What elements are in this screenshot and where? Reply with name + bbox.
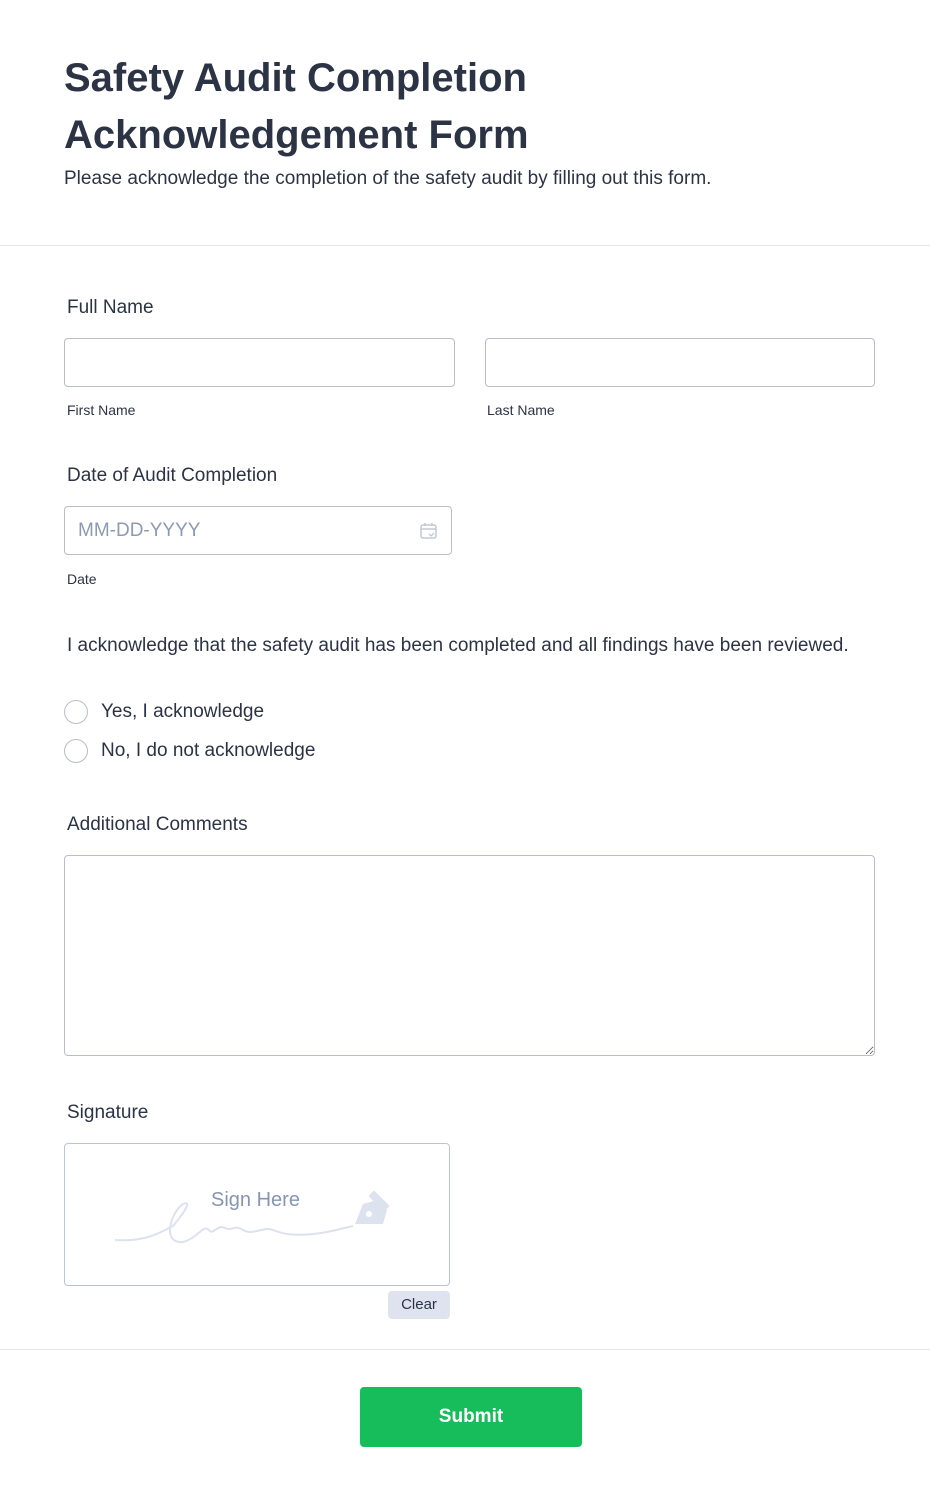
last-name-sublabel: Last Name xyxy=(487,402,555,418)
first-name-input[interactable] xyxy=(64,338,455,387)
submit-button[interactable]: Submit xyxy=(360,1387,582,1447)
signature-pad[interactable] xyxy=(64,1143,450,1286)
signature-label: Signature xyxy=(67,1102,149,1123)
radio-no[interactable] xyxy=(64,739,88,763)
sign-here-placeholder: Sign Here xyxy=(211,1189,300,1211)
page-subtitle: Please acknowledge the completion of the safety audit by filling out this form. xyxy=(64,168,712,189)
comments-label: Additional Comments xyxy=(67,814,248,835)
radio-yes-label[interactable]: Yes, I acknowledge xyxy=(101,701,265,722)
page-title: Safety Audit Completion Acknowledgement Form xyxy=(64,56,529,157)
header-divider xyxy=(0,245,930,246)
comments-textarea[interactable] xyxy=(64,855,875,1056)
clear-signature-button[interactable]: Clear xyxy=(388,1291,450,1319)
signature-scribble-icon xyxy=(113,1184,403,1249)
first-name-sublabel: First Name xyxy=(67,402,136,418)
calendar-icon[interactable] xyxy=(419,521,439,541)
date-input[interactable] xyxy=(64,506,452,555)
radio-no-label[interactable]: No, I do not acknowledge xyxy=(101,740,316,761)
acknowledge-question: I acknowledge that the safety audit has been completed and all findings have been reviewed. xyxy=(67,635,849,656)
date-label: Date of Audit Completion xyxy=(67,465,278,486)
date-placeholder: MM-DD-YYYY xyxy=(78,520,201,541)
date-sublabel: Date xyxy=(67,571,97,587)
footer-divider xyxy=(0,1349,930,1350)
last-name-input[interactable] xyxy=(485,338,875,387)
full-name-label: Full Name xyxy=(67,297,154,318)
radio-yes[interactable] xyxy=(64,700,88,724)
